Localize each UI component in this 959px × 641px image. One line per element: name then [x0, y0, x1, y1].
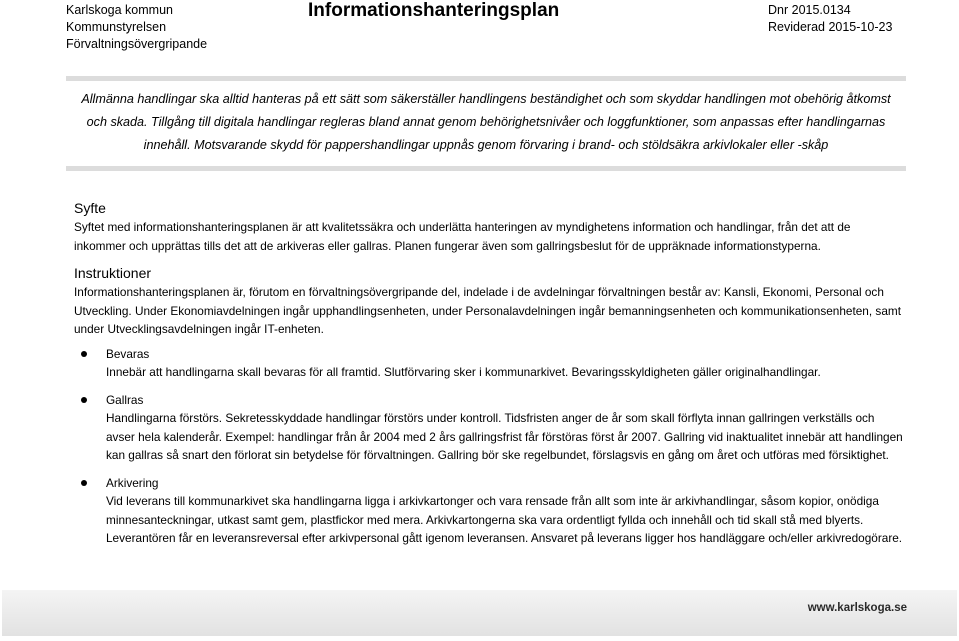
- intro-line-3: innehåll. Motsvarande skydd för pappershandlingar uppnås genom förvaring i brand- och stöldsäkra arkivlokaler eller -skåp: [143, 138, 829, 152]
- retention-list: [74, 345, 904, 548]
- list-item-text: Handlingarna förstörs. Sekretesskyddade handlingar förstörs under kontroll. Tidsfristen anger de år som skall förflyta innan gallringen verkställs och avser hela kalenderår. Exempel: handlingar från år 2004 med 2 års gallringsfrist får förstöras först år 2007. Gallring vid inaktualitet innebär att handlingen kan gallras så snart den förlorat sin betydelse för förvaltningen. Gallring bör ske regelbundet, förslagsvis en gång om året och utföras med försiktighet.: [106, 411, 903, 462]
- header-doc-info: [768, 2, 892, 36]
- list-item-text: Innebär att handlingarna skall bevaras för all framtid. Slutförvaring sker i kommunarkivet. Bevaringsskyldigheten gäller originalhandlingar.: [106, 365, 821, 379]
- header-dnr: Dnr 2015.0134: [768, 3, 851, 17]
- header-department: Kommunstyrelsen: [66, 20, 167, 34]
- middle-divider: [66, 166, 906, 171]
- top-divider: [66, 76, 906, 81]
- header-org-info: [66, 2, 207, 53]
- list-item-title: Gallras: [106, 392, 144, 407]
- bullet-icon: [81, 397, 87, 403]
- document-title: Informationshanteringsplan: [308, 0, 560, 21]
- footer-bar: [2, 590, 957, 636]
- section-heading-instruktioner: Instruktioner: [74, 265, 152, 281]
- list-item-arkivering: [74, 474, 904, 548]
- list-item-title: Bevaras: [106, 346, 150, 361]
- section-text-instruktioner: Informationshanteringsplanen är, förutom en förvaltningsövergripande del, indelade i de avdelningar förvaltningen består av: Kansli, Ekonomi, Personal och Utveckling. Under Ekonomiavdelningen ingår upphandlingsenheten, under Personalavdelningen ingår bemanningsenheten och kommunikationsenheten, samt under Utvecklingsavdelningen ingår IT-enheten.: [74, 285, 901, 336]
- bullet-icon: [81, 480, 87, 486]
- intro-text: [66, 88, 906, 157]
- header-revised: Reviderad 2015-10-23: [768, 20, 893, 34]
- section-heading-syfte: Syfte: [74, 200, 106, 216]
- header-municipality: Karlskoga kommun: [66, 3, 173, 17]
- bullet-icon: [81, 351, 87, 357]
- list-item-gallras: [74, 391, 904, 465]
- list-item-bevaras: [74, 345, 904, 382]
- main-content: [74, 198, 904, 557]
- header-scope: Förvaltningsövergripande: [66, 37, 208, 51]
- footer-website-link[interactable]: www.karlskoga.se: [807, 602, 907, 614]
- list-item-title: Arkivering: [106, 475, 159, 490]
- intro-line-2: och skada. Tillgång till digitala handlingar regleras bland annat genom behörighetsnivåer och loggfunktioner, som anpassas efter handlingarnas: [86, 115, 886, 129]
- list-item-text: Vid leverans till kommunarkivet ska handlingarna ligga i arkivkartonger och vara rensade från allt som inte är arkivhandlingar, såsom kopior, onödiga minnesanteckningar, utkast samt gem, plastfickor med mera. Arkivkartongerna ska vara ordentligt fyllda och innehåll och tid skall stå med blyerts. Leverantören får en leveransreversal efter arkivpersonal gått igenom leveransen. Ansvaret på leverans ligger hos handläggare och/eller arkivredogörare.: [106, 494, 903, 545]
- section-text-syfte: Syftet med informationshanteringsplanen är att kvalitetssäkra och underlätta hanteringen av myndighetens information och handlingar, från det att de inkommer och upprättas tills det att de arkiveras eller gallras. Planen fungerar även som gallringsbeslut för de uppräknade informationstyperna.: [74, 220, 851, 253]
- intro-line-1: Allmänna handlingar ska alltid hanteras på ett sätt som säkerställer handlingens beständighet och som skyddar handlingen mot obehörig åtkomst: [81, 92, 891, 106]
